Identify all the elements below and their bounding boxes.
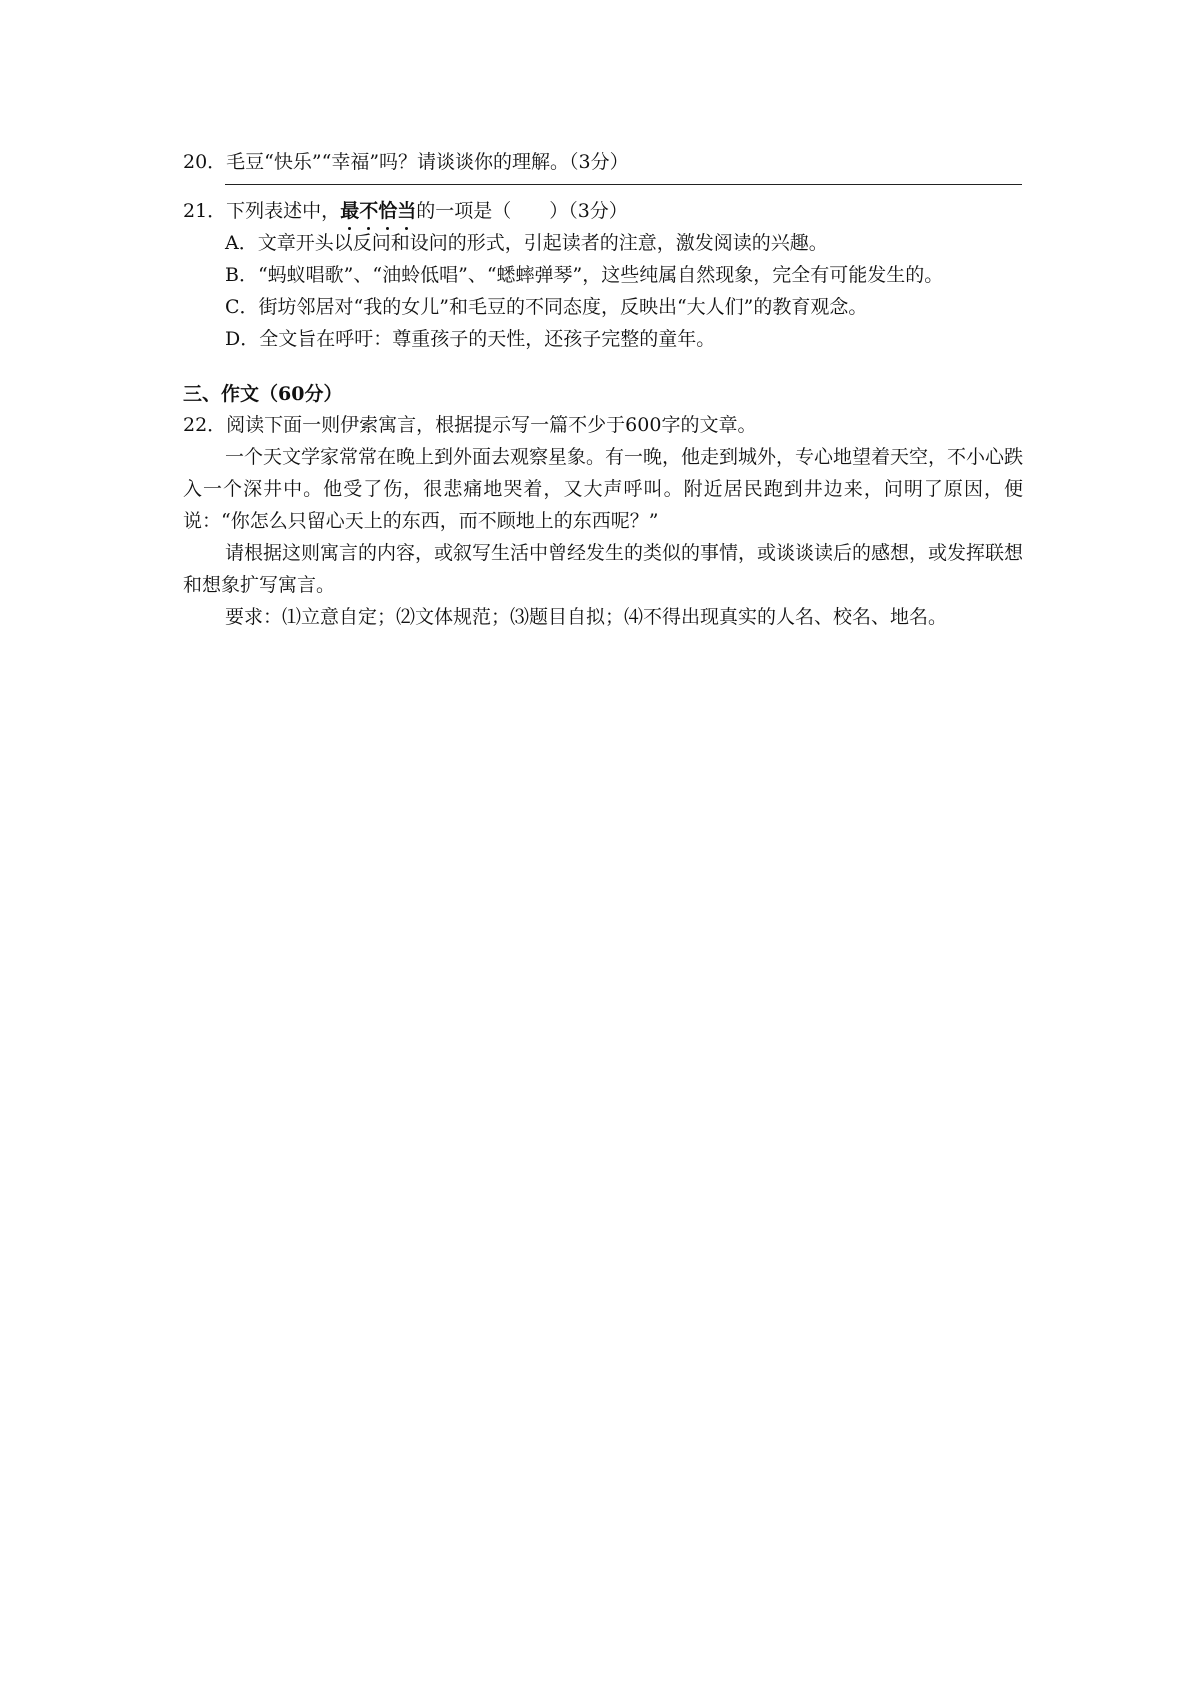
writing-prompt: 请根据这则寓言的内容，或叙写生活中曾经发生的类似的事情，或谈谈读后的感想，或发挥联想和想象扩写寓言。 xyxy=(183,542,1024,596)
option-b: B．“蚂蚁唱歌”、“油蛉低唱”、“蟋蟀弹琴”，这些纯属自然现象，完全有可能发生的。 xyxy=(225,264,944,286)
fable-text: 一个天文学家常常在晚上到外面去观察星象。有一晚，他走到城外，专心地望着天空，不小心跌入一个深井中。他受了伤，很悲痛地哭着，又大声呼叫。附近居民跑到井边来，问明了原因，便说：“你怎么只留心天上的东西，而不顾地上的东西呢？” xyxy=(183,446,1024,532)
writing-requirements: 要求：⑴立意自定；⑵文体规范；⑶题目自拟；⑷不得出现真实的人名、校名、地名。 xyxy=(225,606,948,628)
question-21-suffix: 的一项是（ ）（3分） xyxy=(416,200,628,222)
section-title: 三、作文（60分） xyxy=(183,383,343,405)
question-20: 20．毛豆“快乐”“幸福”吗？请谈谈你的理解。（3分） xyxy=(183,151,629,173)
question-21 xyxy=(183,195,1023,227)
question-21-prefix: 21．下列表述中， xyxy=(183,200,341,222)
option-a: A．文章开头以反问和设问的形式，引起读者的注意，激发阅读的兴趣。 xyxy=(225,232,828,254)
emphasis-dots xyxy=(340,227,416,233)
answer-line xyxy=(225,184,1022,185)
exam-page xyxy=(183,146,1023,633)
question-22: 22．阅读下面一则伊索寓言，根据提示写一篇不少于600字的文章。 xyxy=(183,414,757,436)
option-c: C．街坊邻居对“我的女儿”和毛豆的不同态度，反映出“大人们”的教育观念。 xyxy=(225,296,868,318)
option-d: D．全文旨在呼吁：尊重孩子的天性，还孩子完整的童年。 xyxy=(225,328,716,350)
section-gap xyxy=(183,355,1023,379)
question-21-emphasis: 最不恰当 xyxy=(340,195,416,227)
